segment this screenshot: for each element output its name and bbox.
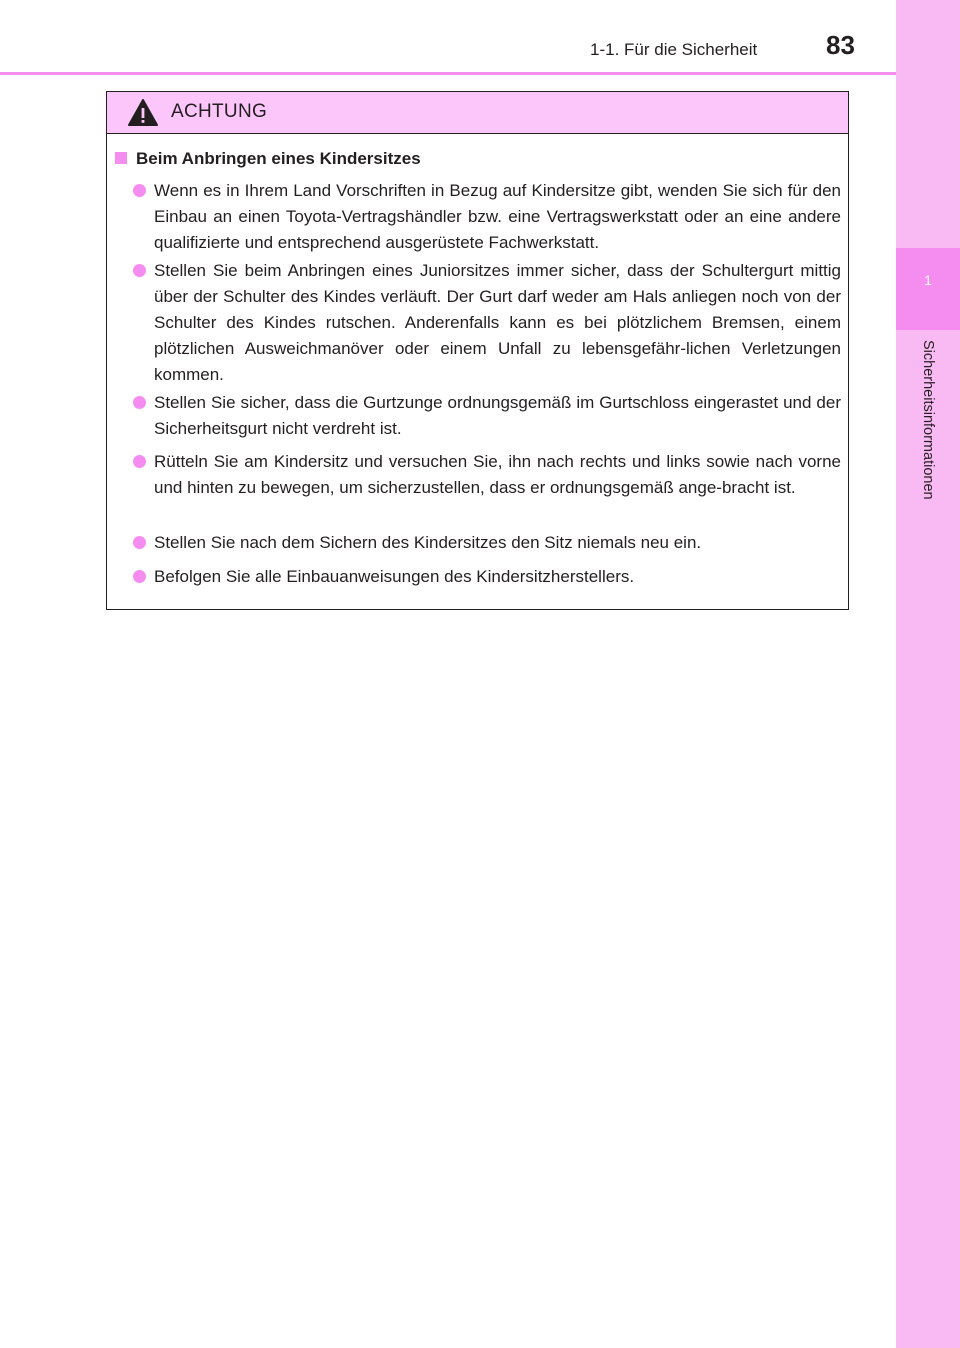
square-bullet-icon <box>115 152 127 164</box>
section-title-text: Beim Anbringen eines Kindersitzes <box>136 149 421 168</box>
caution-title: ACHTUNG <box>171 101 268 122</box>
round-bullet-icon <box>133 264 146 277</box>
list-item <box>133 530 841 556</box>
list-item <box>133 258 841 388</box>
list-item-text: Stellen Sie nach dem Sichern des Kindersitzes den Sitz niemals neu ein. <box>154 533 702 552</box>
list-item-text: Wenn es in Ihrem Land Vorschriften in Bezug auf Kindersitze gibt, wenden Sie sich für den Einbau an einen Toyota-Vertragshändler bzw. eine Vertragswerkstatt oder an eine andere qualifizierte und entsprechend ausgerüstete Fachwerkstatt. <box>154 181 841 252</box>
chapter-title: Sicherheitsinformationen <box>920 340 936 500</box>
warning-triangle-icon <box>127 98 159 127</box>
list-item <box>133 178 841 256</box>
header-rule <box>0 72 896 75</box>
caution-box <box>106 91 849 610</box>
list-item <box>133 449 841 501</box>
list-item-text: Stellen Sie beim Anbringen eines Juniorsitzes immer sicher, dass der Schultergurt mittig über der Schulter des Kindes verläuft. Der Gurt darf weder am Hals anliegen noch von der Schulter des Kindes rutschen. Anderenfalls kann es bei plötzlichem Bremsen, einem plötzlichen Ausweichmanöver oder einem Unfall zu lebensgefähr-lichen Verletzungen kommen. <box>154 261 841 384</box>
list-item <box>133 564 841 590</box>
round-bullet-icon <box>133 184 146 197</box>
round-bullet-icon <box>133 455 146 468</box>
list-item-text: Stellen Sie sicher, dass die Gurtzunge ordnungsgemäß im Gurtschloss eingerastet und der Sicherheitsgurt nicht verdreht ist. <box>154 393 841 438</box>
round-bullet-icon <box>133 536 146 549</box>
round-bullet-icon <box>133 570 146 583</box>
list-item-text: Befolgen Sie alle Einbauanweisungen des Kindersitzherstellers. <box>154 567 635 586</box>
caution-header <box>107 92 848 134</box>
chapter-number: 1 <box>924 272 932 288</box>
side-tab-strip <box>896 0 960 1348</box>
caution-section-heading <box>115 149 421 169</box>
list-item <box>133 390 841 442</box>
page-number: 83 <box>826 30 855 60</box>
list-item-text: Rütteln Sie am Kindersitz und versuchen Sie, ihn nach rechts und links sowie nach vorne und hinten zu bewegen, um sicherzustellen, dass er ordnungsgemäß ange-bracht ist. <box>154 452 841 497</box>
chapter-tab <box>896 248 960 330</box>
header-section-title: 1-1. Für die Sicherheit <box>590 40 758 59</box>
round-bullet-icon <box>133 396 146 409</box>
